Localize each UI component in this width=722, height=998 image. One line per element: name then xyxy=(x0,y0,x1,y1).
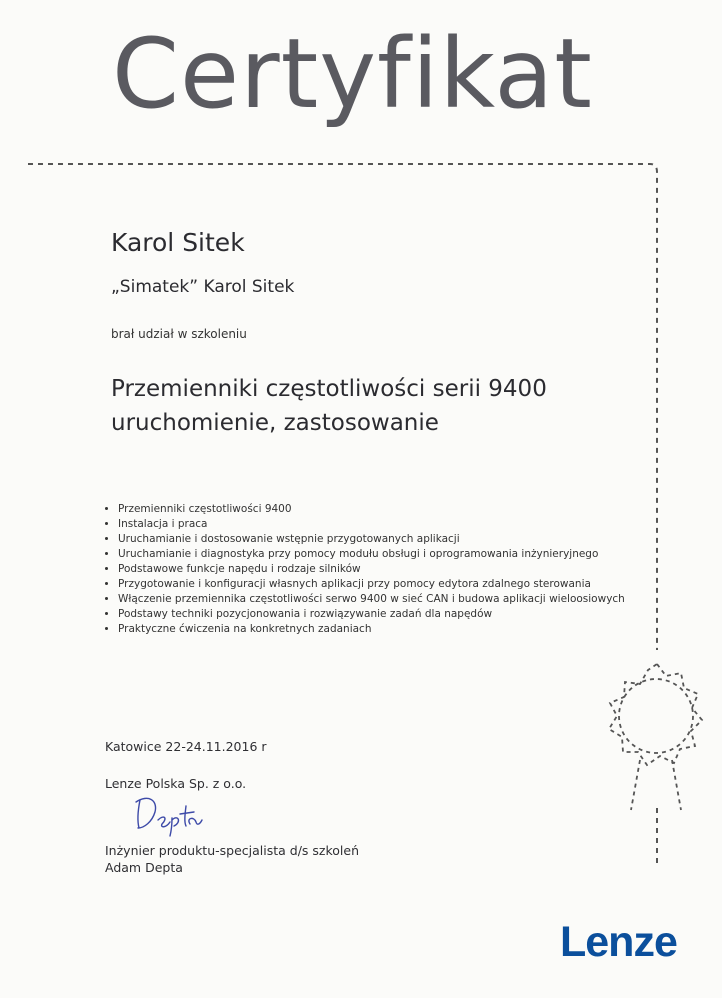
list-item: • Praktyczne ćwiczenia na konkretnych zadaniach xyxy=(118,622,638,637)
signer-role: Inżynier produktu-specjalista d/s szkoleń xyxy=(105,843,360,858)
participation-text: brał udział w szkoleniu xyxy=(111,327,247,341)
list-item: • Podstawy techniki pozycjonowania i rozwiązywanie zadań dla napędów xyxy=(118,607,638,622)
lenze-logo: Lenze xyxy=(560,918,677,966)
participant-company: „Simatek” Karol Sitek xyxy=(111,277,295,297)
organization-name: Lenze Polska Sp. z o.o. xyxy=(105,776,247,791)
list-item: • Uruchamianie i dostosowanie wstępnie przygotowanych aplikacji xyxy=(118,532,638,547)
list-item: • Instalacja i praca xyxy=(118,517,638,532)
course-title xyxy=(111,372,631,440)
list-item: • Uruchamianie i diagnostyka przy pomocy modułu obsługi i oprogramowania inżynieryjnego xyxy=(118,547,638,562)
list-item: • Przygotowanie i konfiguracji własnych aplikacji przy pomocy edytora zdalnego sterowania xyxy=(118,577,638,592)
topics-list xyxy=(104,502,638,637)
participant-name: Karol Sitek xyxy=(111,228,245,257)
date-place: Katowice 22-24.11.2016 r xyxy=(105,739,267,754)
list-item: • Podstawowe funkcje napędu i rodzaje silników xyxy=(118,562,638,577)
signer-name: Adam Depta xyxy=(105,860,183,875)
seal-outline-icon xyxy=(609,664,702,810)
list-item: • Włączenie przemiennika częstotliwości serwo 9400 w sieć CAN i budowa aplikacji wieloosiowych xyxy=(118,592,638,607)
certificate-title: Certyfikat xyxy=(112,18,593,130)
course-title-line-1: Przemienniki częstotliwości serii 9400 xyxy=(111,376,547,402)
signature-icon xyxy=(128,788,208,838)
list-item: • Przemienniki częstotliwości 9400 xyxy=(118,502,638,517)
course-title-line-2: uruchomienie, zastosowanie xyxy=(111,410,439,436)
